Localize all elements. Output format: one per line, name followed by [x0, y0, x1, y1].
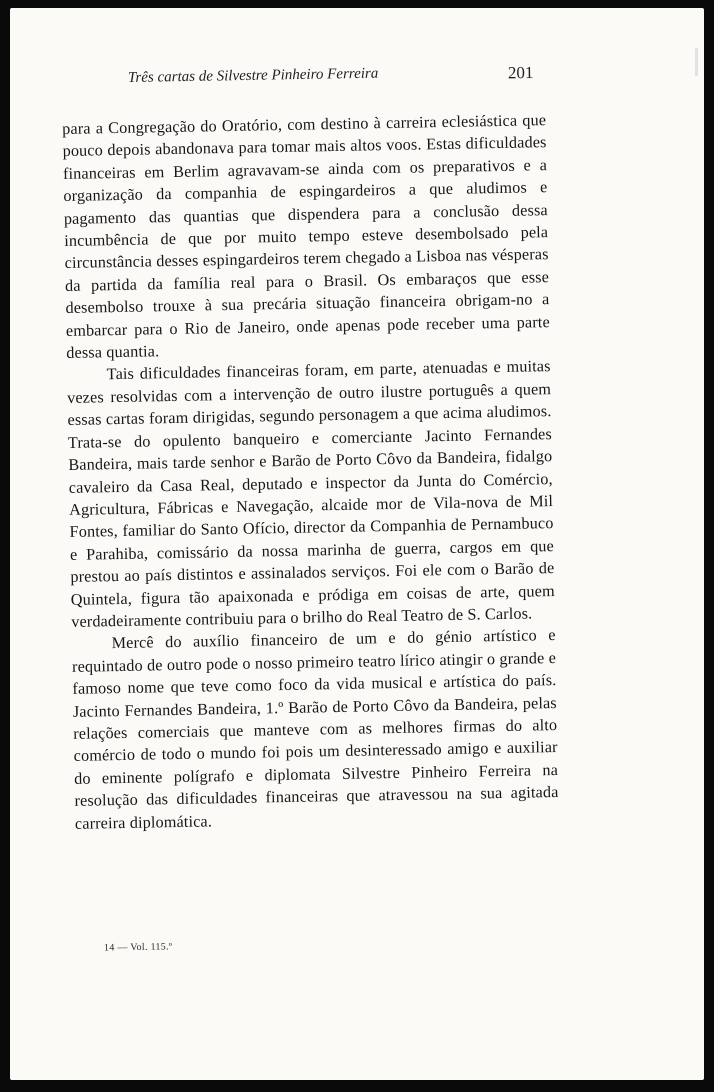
running-title: Três cartas de Silvestre Pinheiro Ferreira	[127, 65, 379, 86]
book-page	[10, 8, 704, 1080]
paragraph-3: Mercê do auxílio financeiro de um e do génio artístico e requintado de outro pode o nosso primeiro teatro lírico atingir o grande e famoso nome que teve como foco da vida musical e artística do país. Jacinto Fernandes Bandeira, 1.º Barão de Porto Côvo da Bandeira, pelas relações comerciais que manteve com as melhores firmas do alto comércio de todo o mundo foi pois um desinteressado amigo e auxiliar do eminente polígrafo e diplomata Silvestre Pinheiro Ferreira na resolução das dificuldades financeiras que atravessou na sua agitada carreira diplomática.	[71, 626, 559, 833]
paragraph-1: para a Congregação do Oratório, com destino à carreira eclesiástica que pouco depois abandonava para tomar mais altos voos. Estas dificuldades financeiras em Berlim agravavam-se ainda com os preparativos e a organização da companhia de espingardeiros a que aludimos e pagamento das quantias que dispendera para a conclusão dessa incumbência de que por muito tempo esteve desembolsado pela circunstância desses espingardeiros terem chegado a Lisboa nas vésperas da partida da família real para o Brasil. Os embaraços que esse desembolso trouxe à sua precária situação financeira obrigam-no a embarcar para o Rio de Janeiro, onde apenas pode receber uma parte dessa quantia.	[62, 111, 550, 363]
printer-signature: 14 — Vol. 115.º	[103, 941, 173, 954]
scan-edge-mark	[695, 48, 698, 76]
page-number: 201	[507, 62, 534, 83]
paragraph-2: Tais dificuldades financeiras foram, em parte, atenuadas e muitas vezes resolvidas com a intervenção de outro ilustre português a quem essas cartas foram dirigidas, segundo personagem a que acima aludimos. Trata-se do opulento banqueiro e comerciante Jacinto Fernandes Bandeira, mais tarde senhor e Barão de Porto Côvo da Bandeira, fidalgo cavaleiro da Casa Real, deputado e inspector da Junta do Comércio, Agricultura, Fábricas e Navegação, alcaide mor de Vila-nova de Mil Fontes, familiar do Santo Ofício, director da Companhia de Pernambuco e Parahiba, comissário da nossa marinha de guerra, cargos em que prestou ao país distintos e assinalados serviços. Foi ele com o Barão de Quintela, figura tão apaixonada e pródiga em coisas de arte, quem verdadeiramente contribuiu para o brilho do Real Teatro de S. Carlos.	[66, 357, 555, 631]
body-text	[62, 109, 559, 835]
page-header	[128, 63, 548, 94]
